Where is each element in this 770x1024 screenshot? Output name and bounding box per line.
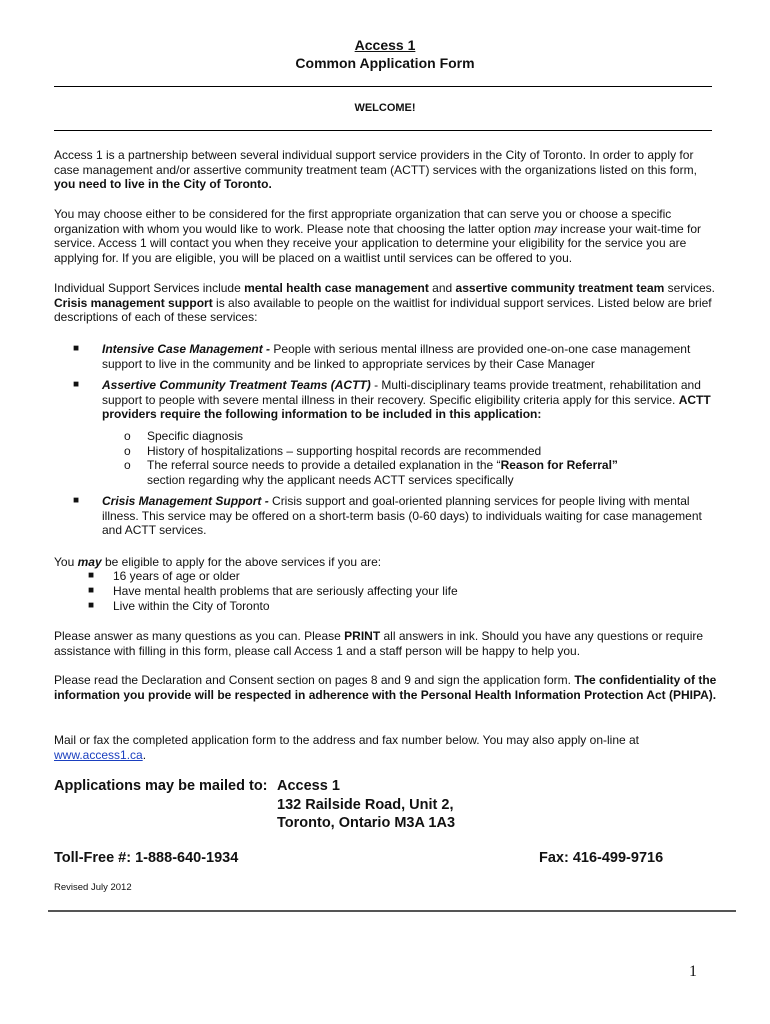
eligibility-item: 16 years of age or older	[113, 569, 240, 583]
bullet-square-icon: ■	[88, 570, 95, 581]
welcome-rule	[54, 130, 712, 131]
actt-requirement: History of hospitalizations – supporting hospital records are recommended	[147, 444, 542, 458]
address-line-1: Access 1	[277, 778, 340, 794]
form-title: Access 1	[354, 37, 416, 53]
header-rule	[54, 86, 712, 87]
mail-label: Applications may be mailed to:	[54, 778, 268, 794]
instructions-paragraph-3: Mail or fax the completed application form to the address and fax number below. You may also apply on-line at www.access1.ca.	[54, 733, 640, 762]
bullet-circle-icon: o	[124, 444, 131, 458]
footer-rule	[48, 910, 736, 912]
actt-requirement: The referral source needs to provide a detailed explanation in the “Reason for Referral” section regarding why the applicant needs ACTT services specifically	[147, 458, 618, 487]
address-line-2: 132 Railside Road, Unit 2,	[277, 797, 454, 813]
instructions-paragraph-2: Please read the Declaration and Consent section on pages 8 and 9 and sign the application form. The confidentiality of the information you provide will be respected in adherence with the Personal Health Information Protection Act (PHIPA).	[54, 673, 717, 702]
eligibility-item: Live within the City of Toronto	[113, 599, 270, 613]
eligibility-item: Have mental health problems that are seriously affecting your life	[113, 584, 458, 598]
welcome-heading: WELCOME!	[354, 102, 416, 114]
instructions-paragraph-1: Please answer as many questions as you can. Please PRINT all answers in ink. Should you have any questions or require assistance with filling in this form, please call Access 1 and a staff person will be happy to help you.	[54, 629, 704, 658]
intro-paragraph-3: Individual Support Services include mental health case management and assertive community treatment team services. Crisis management support is also available to people on the waitlist for individual support services. Listed below are brief descriptions of each of these services:	[54, 281, 715, 324]
eligibility-intro: You may be eligible to apply for the above services if you are:	[54, 555, 382, 569]
intro-paragraph-1: Access 1 is a partnership between several individual support service providers in the City of Toronto. In order to apply for case management and/or assertive community treatment team (ACTT) services with the organizations listed on this form, you need to live in the City of Toronto.	[54, 148, 697, 191]
form-subtitle: Common Application Form	[295, 55, 475, 71]
actt-requirement: Specific diagnosis	[147, 429, 244, 443]
service-item-actt: Assertive Community Treatment Teams (ACTT) - Multi-disciplinary teams provide treatment, rehabilitation and support to people with severe mental illness in their recovery. Specific eligibility criteria apply for this service. ACTT providers require the following information to be included in this application:	[102, 378, 711, 421]
bullet-square-icon: ■	[73, 495, 80, 506]
revision-date: Revised July 2012	[54, 882, 132, 893]
bullet-square-icon: ■	[88, 600, 95, 611]
address-line-3: Toronto, Ontario M3A 1A3	[277, 815, 456, 831]
intro-paragraph-2: You may choose either to be considered for the first appropriate organization that can serve you or choose a specific organization with whom you would like to work. Please note that choosing the latter option may increase your wait-time for service. Access 1 will contact you when they receive your application to determine your eligibility for the service you are applying for. If you are eligible, you will be placed on a waitlist until services can be offered to you.	[54, 207, 701, 265]
website-link[interactable]: www.access1.ca	[54, 747, 143, 762]
bullet-square-icon: ■	[73, 343, 80, 354]
fax-number: Fax: 416-499-9716	[539, 850, 664, 866]
bullet-circle-icon: o	[124, 458, 131, 472]
page-number: 1	[689, 963, 697, 980]
service-item-case-management: Intensive Case Management - People with serious mental illness are provided one-on-one case management support to live in the community and be linked to appropriate services by their Case Manager	[102, 342, 691, 371]
service-item-crisis: Crisis Management Support - Crisis support and goal-oriented planning services for people living with mental illness. This service may be offered on a short-term basis (0-60 days) to individuals waiting for case management and ACTT services.	[102, 494, 702, 537]
bullet-square-icon: ■	[88, 585, 95, 596]
bullet-square-icon: ■	[73, 379, 80, 390]
bullet-circle-icon: o	[124, 429, 131, 443]
toll-free-number: Toll-Free #: 1-888-640-1934	[54, 850, 239, 866]
